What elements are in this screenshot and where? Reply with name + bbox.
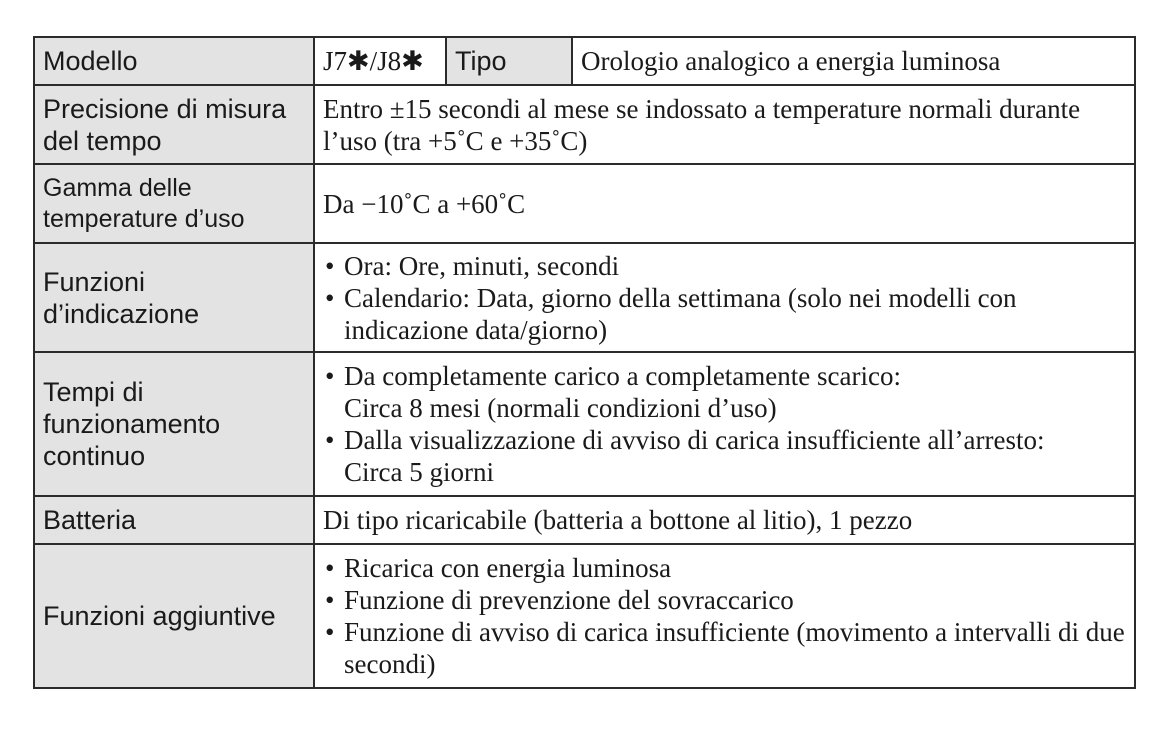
display-functions-label: Funzioni d’indicazione [34, 243, 314, 352]
temperature-range-value: Da −10˚C a +60˚C [314, 164, 1135, 243]
list-item: • Ricarica con energia luminosa [323, 552, 1128, 584]
list-item-detail: Circa 8 mesi (normali condizioni d’uso) [344, 393, 777, 423]
operating-time-label: Tempi di funzionamento continuo [34, 352, 314, 496]
operating-time-list [323, 360, 1128, 488]
additional-functions-value [314, 544, 1135, 688]
temperature-range-label: Gamma delle temperature d’uso [34, 164, 314, 243]
precision-label: Precisione di misura del tempo [34, 85, 314, 164]
battery-value: Di tipo ricaricabile (batteria a bottone al litio), 1 pezzo [314, 496, 1135, 544]
additional-functions-list [323, 552, 1128, 680]
operating-time-value [314, 352, 1135, 496]
list-item-text: Da completamente carico a completamente scarico: [344, 361, 901, 391]
list-item: • Ora: Ore, minuti, secondi [323, 250, 1128, 282]
row-operating-time [34, 352, 1135, 496]
list-item-text: Dalla visualizzazione di avviso di carica insufficiente all’arresto: [344, 425, 1045, 455]
list-item: • Calendario: Data, giorno della settimana (solo nei modelli con indicazione data/giorno) [323, 282, 1128, 346]
precision-value: Entro ±15 secondi al mese se indossato a temperature normali durante l’uso (tra +5˚C e +35˚C) [314, 85, 1135, 164]
display-functions-list [323, 250, 1128, 346]
list-item: • Funzione di prevenzione del sovraccarico [323, 584, 1128, 616]
display-functions-value [314, 243, 1135, 352]
model-value: J7✱/J8✱ [314, 37, 446, 85]
row-model [34, 37, 1135, 85]
list-item [323, 424, 1128, 488]
additional-functions-label: Funzioni aggiuntive [34, 544, 314, 688]
list-item [323, 360, 1128, 424]
row-display-functions [34, 243, 1135, 352]
battery-label: Batteria [34, 496, 314, 544]
type-label: Tipo [446, 37, 572, 85]
type-value: Orologio analogico a energia luminosa [572, 37, 1135, 85]
row-battery [34, 496, 1135, 544]
model-label: Modello [34, 37, 314, 85]
specifications-table [33, 36, 1136, 689]
row-additional-functions [34, 544, 1135, 688]
list-item-detail: Circa 5 giorni [344, 457, 494, 487]
row-temperature-range [34, 164, 1135, 243]
list-item: • Funzione di avviso di carica insufficiente (movimento a intervalli di due secondi) [323, 616, 1128, 680]
row-precision [34, 85, 1135, 164]
